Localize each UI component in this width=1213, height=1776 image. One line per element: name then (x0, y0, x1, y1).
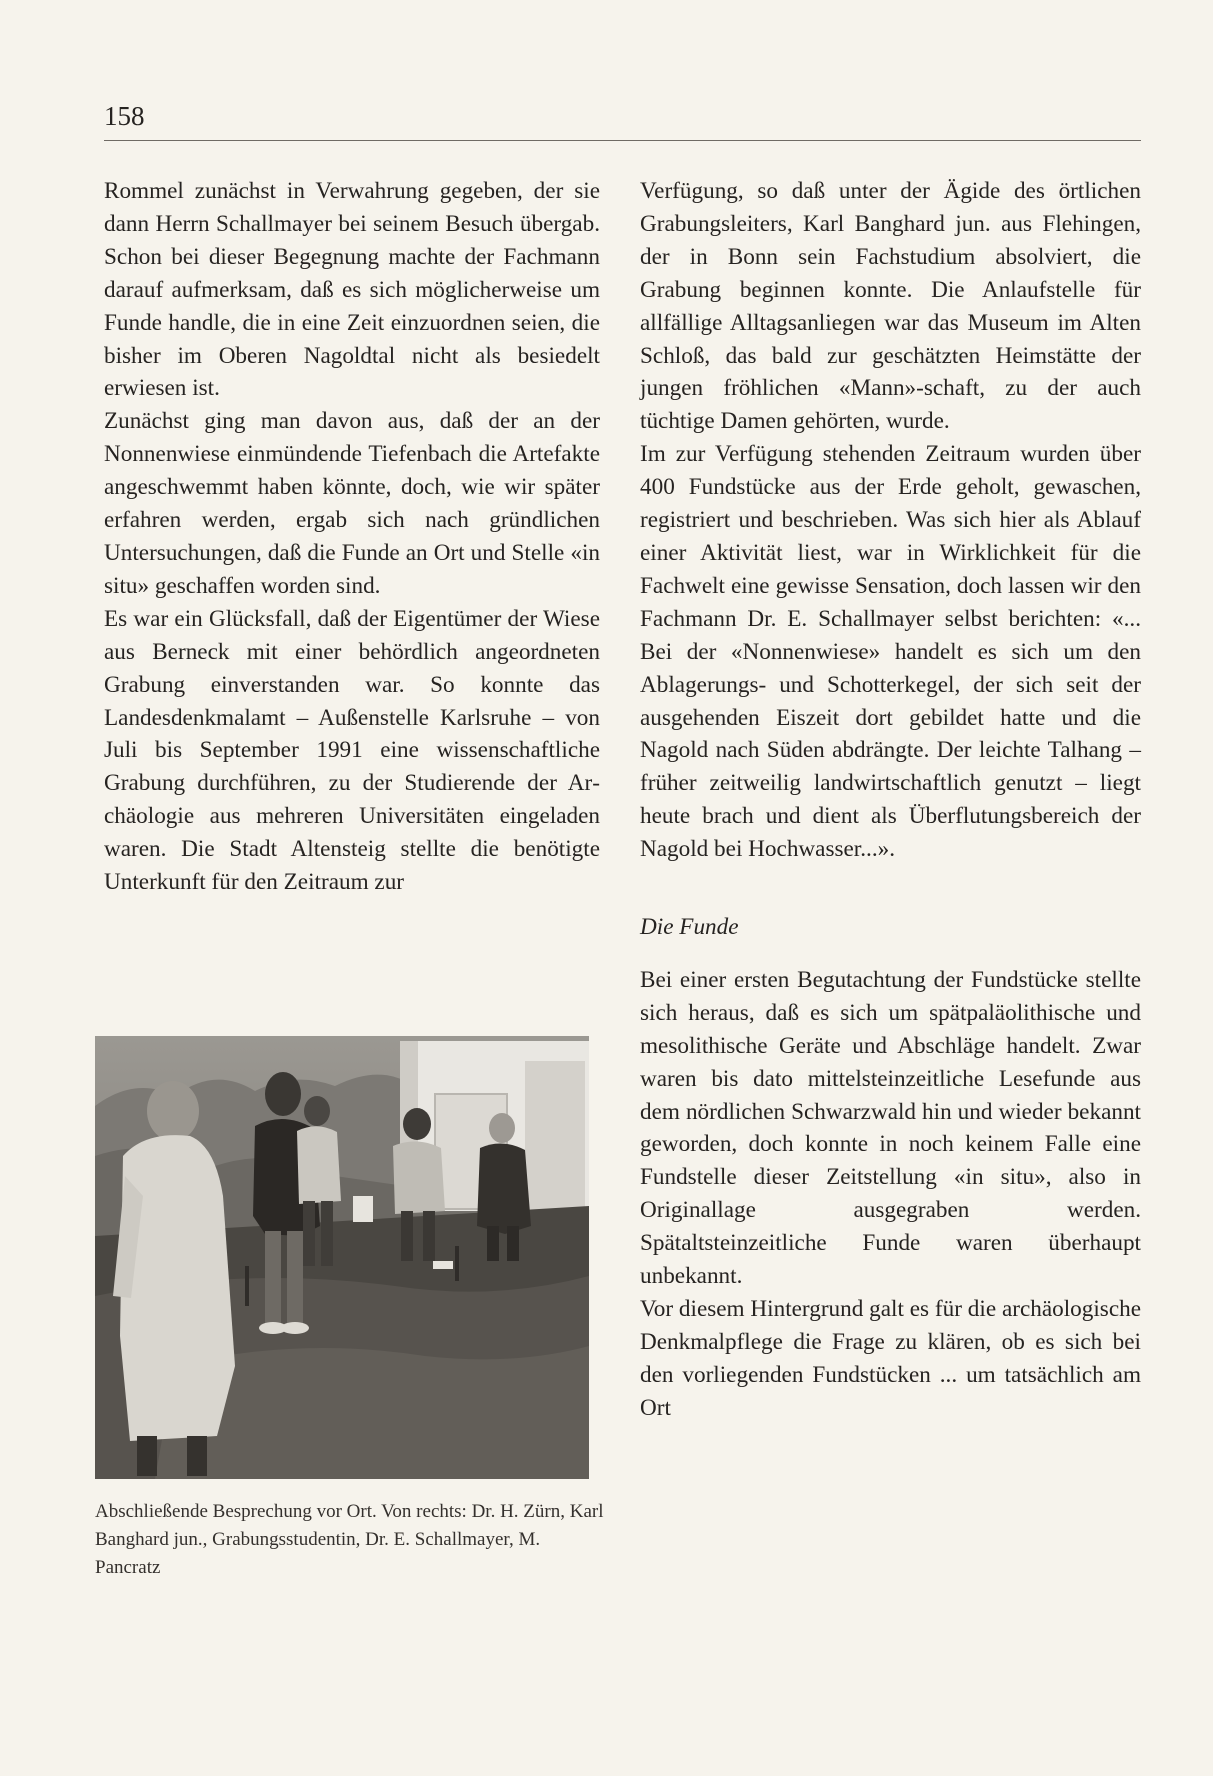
body-paragraph: Zunächst ging man davon aus, daß der an der Nonnenwiese einmündende Tiefenbach die Artefakte angeschwemmt haben könnte, doch, wie wir später erfahren werden, ergab sich nach gründlichen Untersuchungen, daß die Funde an Ort und Stelle «in situ» geschaffen worden sind. (104, 408, 600, 599)
section-heading: Die Funde (640, 914, 739, 941)
right-column (640, 175, 1141, 1425)
body-paragraph: Rommel zunächst in Verwahrung gegeben, der sie dann Herrn Schallmayer bei seinem Besuch übergab. Schon bei dieser Begegnung machte der Fachmann darauf aufmerksam, daß es sich möglicherweise um Funde handle, die in eine Zeit einzuordnen seien, die bisher im Oberen Nagoldtal nicht als besiedelt erwiesen ist. (104, 178, 600, 402)
header-rule (104, 140, 1141, 141)
body-paragraph: Im zur Verfügung stehenden Zeitraum wurden über 400 Fundstücke aus der Erde geholt, gewaschen, registriert und beschrieben. Was sich hier als Ablauf einer Aktivität liest, war in Wirklichkeit für die Fachwelt eine gewisse Sensation, doch lassen wir den Fachmann Dr. E. Schallmayer selbst berichten: «... Bei der «Nonnenwiese» handelt es sich um den Ablagerungs- und Schotterkegel, der sich seit der ausgehenden Eiszeit dort gebildet hatte und die Nagold nach Süden abdrängte. Der leichte Talhang – früher zeitweilig landwirtschaftlich genutzt – liegt heute brach und dient als Überflutungsbereich der Nagold bei Hochwasser...». (640, 441, 1141, 863)
body-paragraph: Es war ein Glücksfall, daß der Eigentümer der Wiese aus Berneck mit einer behördlich angeordneten Grabung einverstanden war. So konnte das Landesdenkmalamt – Außenstelle Karlsruhe – von Juli bis September 1991 eine wissenschaftliche Grabung durchführen, zu der Studierende der Archäologie aus mehreren Universitäten eingeladen waren. Die Stadt Altensteig stellte die benötigte Unterkunft für den Zeitraum zur (104, 605, 600, 896)
excavation-photo (95, 1036, 589, 1479)
body-paragraph: Vor diesem Hintergrund galt es für die archäologische Denkmalpflege die Frage zu klären, ob es sich bei den vorliegenden Fundstücken ... um tatsächlich am Ort (640, 1296, 1141, 1421)
body-paragraph: Verfügung, so daß unter der Ägide des örtlichen Grabungsleiters, Karl Banghard jun. aus Flehingen, der in Bonn sein Fachstudium absolviert, die Grabung beginnen konnte. Die Anlaufstelle für allfällige Alltagsanliegen war das Museum im Alten Schloß, das bald zur geschätzten Heimstätte der jungen fröhlichen «Mann»-schaft, zu der auch tüchtige Damen gehörten, wurde. (640, 178, 1141, 435)
left-column (104, 175, 600, 899)
photo-caption: Abschließende Besprechung vor Ort. Von rechts: Dr. H. Zürn, Karl Banghard jun., Grabungsstudentin, Dr. E. Schallmayer, M. Pancratz (95, 1501, 604, 1578)
page-number: 158 (104, 101, 145, 131)
body-paragraph: Bei einer ersten Begutachtung der Fundstücke stellte sich heraus, daß es sich um spätpaläolithische und mesolithische Geräte und Abschläge handelt. Zwar waren bis dato mittelsteinzeitliche Lesefunde aus dem nördlichen Schwarzwald hin und wieder bekannt geworden, doch konnte in noch keinem Falle eine Fundstelle dieser Zeitstellung «in situ», also in Originallage ausgegraben werden. Spätaltsteinzeitliche Funde waren überhaupt unbekannt. (640, 966, 1141, 1290)
